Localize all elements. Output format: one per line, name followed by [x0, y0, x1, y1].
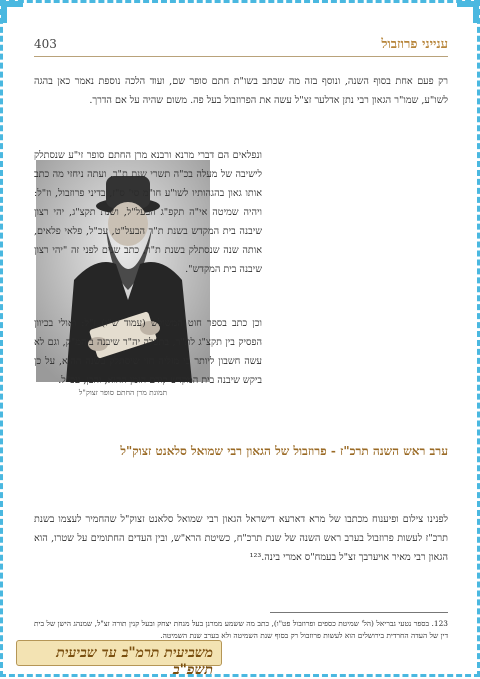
banner-text: משביעית תרמ"ב עד שביעית תשפ"ב [56, 645, 213, 678]
running-title: ענייני פרוזבול [381, 37, 448, 52]
paragraph-chatam-sofer: ונפלאים הם דברי מרנא ורבנא מרן החתם סופר זי"ע שנסתלק לישיבה של מעלה בכ"ה תשרי שנת ת"ר, ועתה ניחזי מה כתב אותו גאון בהגהותיו לשו"ע חו"מ סי' ס"ז, בדיני פרוזבול, וז"ל: ויהיה שמיטה אי"ה תקפ"ג הבעל"ל, ושנת תקצ"ג, יהי רצון שיבנה בית המקדש בשנת ת"ר הבעל"ט, עכ"ל, פלאי פלאים, אותה שנה שנסתלק בשנת ת"ר, כתב שנים לפני זה "יהי רצון שיבנה בית המקדש". [34, 150, 262, 275]
border-corner-top-right [457, 1, 479, 23]
page-number: 403 [34, 37, 57, 51]
paragraph-intro: רק פעם אחת בסוף השנה, ונוסף בזה מה שכתב בשו"ת חתם סופר שם, ועוד הלכה נוספת נאמר כאן בהגה לשו"ע, שמו"ר הגאון רבי נתן אדלער זצ"ל עשה את הפרוזבול בעל פה. משום שהיה על אם הדרך. [34, 76, 448, 106]
footnote: 123. בספר נטעי גבריאל (הל' שמיטת כספים ופרוזבול פט"ו), כתב מה ששמע ממרנן בעל מנחת יצחק ובעל קנין תורה זצ"ל, שמנהג הישן של בית דין של העדה החרדית בירושלים הוא לעשות פרוזבול רק בסוף שנת השמיטה ולא בערב שנת השמיטה. [34, 619, 448, 640]
border-corner-top-left [1, 1, 23, 23]
section-heading: ערב ראש השנה תרכ"ז - פרוזבול של הגאון רבי שמואל סלאנט זצוק"ל [120, 444, 448, 458]
page-header [34, 34, 448, 57]
paragraph-chut-hameshulash: וכן כתב בספר חוט המשולש (עמוד ש"ו) ז"ל: ואולי בכיוון הפסיק בין תקצ"ג לת"ר, בתפלה יה"ר שיבנה ביהמ"ק, וגם לא עשה חשבון ליותר כי מזליה חזי שיסתלק בשנה ההיא, על כן ביקש שיבנה בית המקדש קודם הזמן ההוא, והבן, עכ"ל. [34, 318, 262, 386]
book-page [34, 34, 448, 644]
paragraph-body: לפנינו צילום ופיענוח מכתבו של מרא דארעא דישראל הגאון רבי שמואל סלאנט זצוק"ל שהחמיר לעצמו בשנת תרכ"ז לעשות פרוזבול בערב ראש השנה של שנת תרכ"ח, כשיטת הרא"ש, ובין העדים החתומים על שטרו, הוא הגאון רבי מאיר אויערבך זצ"ל בעמח"ס אמרי בינה.¹²³ [34, 514, 448, 563]
figure-caption: תמונת מרן החתם סופר זצוק"ל [78, 388, 168, 397]
series-banner [16, 640, 222, 678]
footnote-divider [270, 612, 448, 613]
